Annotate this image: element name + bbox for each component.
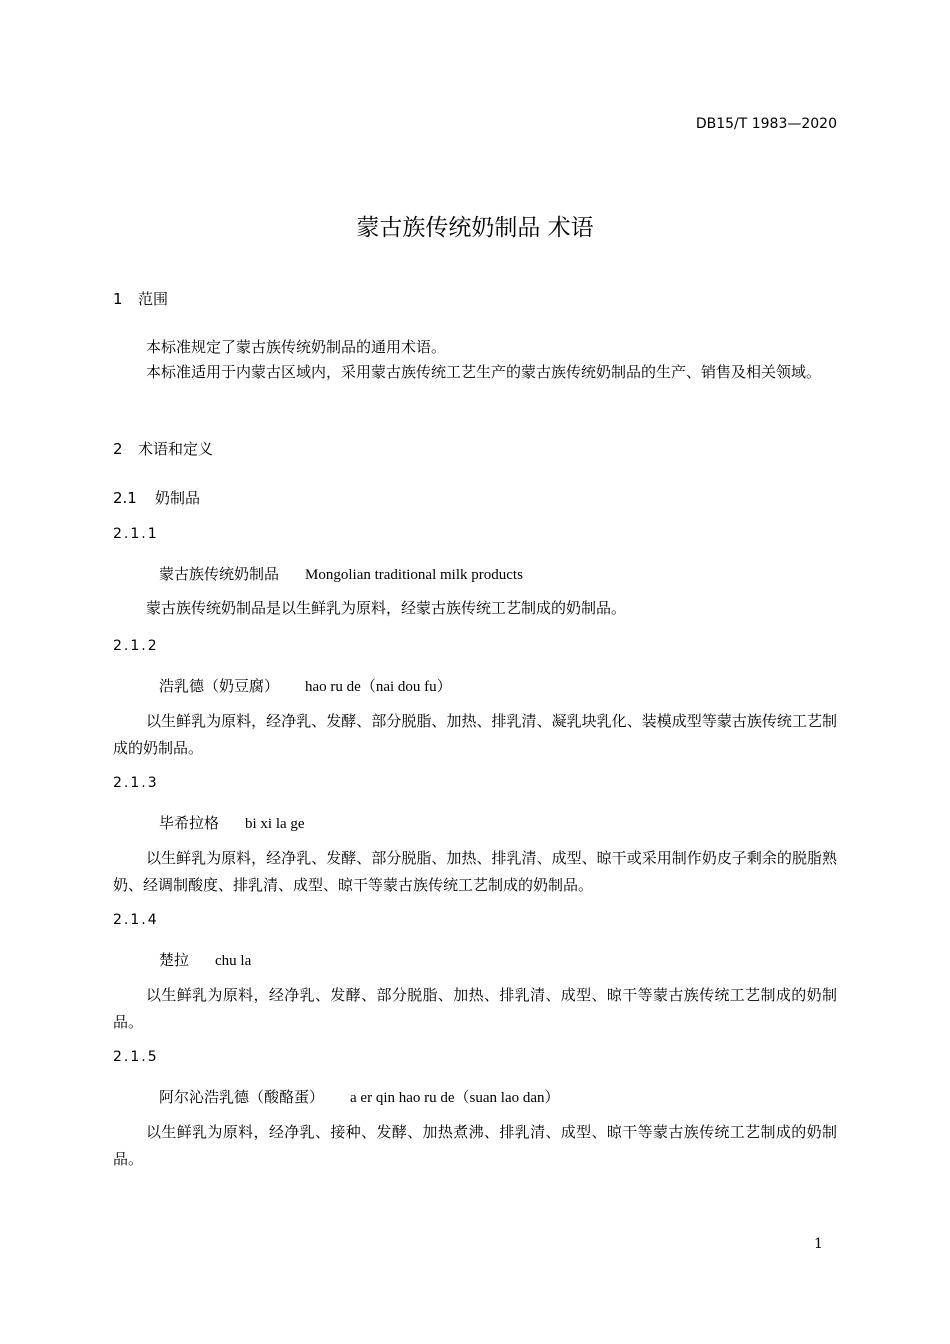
term-chinese: 浩乳德（奶豆腐） [159, 677, 280, 695]
term-english: hao ru de（nai dou fu） [305, 679, 452, 695]
term-entry [159, 812, 305, 833]
section-1-heading [113, 288, 168, 309]
term-number: 2.1.5 [113, 1049, 159, 1065]
section-number: 1 [113, 290, 123, 308]
term-number: 2.1.2 [113, 638, 159, 654]
paragraph: 本标准适用于内蒙古区域内，采用蒙古族传统工艺生产的蒙古族传统奶制品的生产、销售及相关领域。 [146, 363, 822, 381]
term-english: a er qin hao ru de（suan lao dan） [350, 1090, 560, 1106]
term-chinese: 蒙古族传统奶制品 [159, 565, 280, 583]
term-definition: 以生鲜乳为原料，经净乳、接种、发酵、加热煮沸、排乳清、成型、晾干等蒙古族传统工艺制成的奶制品。 [113, 1123, 837, 1168]
term-definition: 以生鲜乳为原料，经净乳、发酵、部分脱脂、加热、排乳清、凝乳块乳化、装模成型等蒙古族传统工艺制成的奶制品。 [113, 712, 837, 757]
term-entry [159, 675, 452, 696]
term-entry [159, 1086, 560, 1107]
term-chinese: 楚拉 [159, 951, 190, 969]
term-number: 2.1.3 [113, 775, 159, 791]
section-title: 术语和定义 [138, 440, 214, 458]
term-chinese: 毕希拉格 [159, 814, 220, 832]
standard-number: DB15/T 1983—2020 [695, 116, 837, 132]
paragraph: 本标准规定了蒙古族传统奶制品的通用术语。 [146, 338, 447, 356]
section-title: 范围 [138, 290, 169, 308]
section-2-1-heading [113, 487, 200, 508]
term-english: bi xi la ge [245, 816, 305, 832]
term-entry [159, 563, 523, 584]
term-definition: 蒙古族传统奶制品是以生鲜乳为原料，经蒙古族传统工艺制成的奶制品。 [146, 599, 627, 617]
section-number: 2.1 [113, 489, 137, 507]
term-number: 2.1.1 [113, 526, 159, 542]
term-definition: 以生鲜乳为原料，经净乳、发酵、部分脱脂、加热、排乳清、成型、晾干等蒙古族传统工艺制成的奶制品。 [113, 986, 837, 1031]
term-chinese: 阿尔沁浩乳德（酸酪蛋） [159, 1088, 325, 1106]
term-english: Mongolian traditional milk products [305, 567, 523, 583]
section-title: 奶制品 [155, 489, 201, 507]
page-number: 1 [814, 1236, 823, 1252]
term-english: chu la [215, 953, 252, 969]
page-title: 蒙古族传统奶制品 术语 [356, 215, 594, 241]
term-entry [159, 949, 251, 970]
term-number: 2.1.4 [113, 912, 159, 928]
section-number: 2 [113, 440, 123, 458]
term-definition: 以生鲜乳为原料，经净乳、发酵、部分脱脂、加热、排乳清、成型、晾干或采用制作奶皮子剩余的脱脂熟奶、经调制酸度、排乳清、成型、晾干等蒙古族传统工艺制成的奶制品。 [113, 849, 837, 894]
section-2-heading [113, 438, 213, 459]
